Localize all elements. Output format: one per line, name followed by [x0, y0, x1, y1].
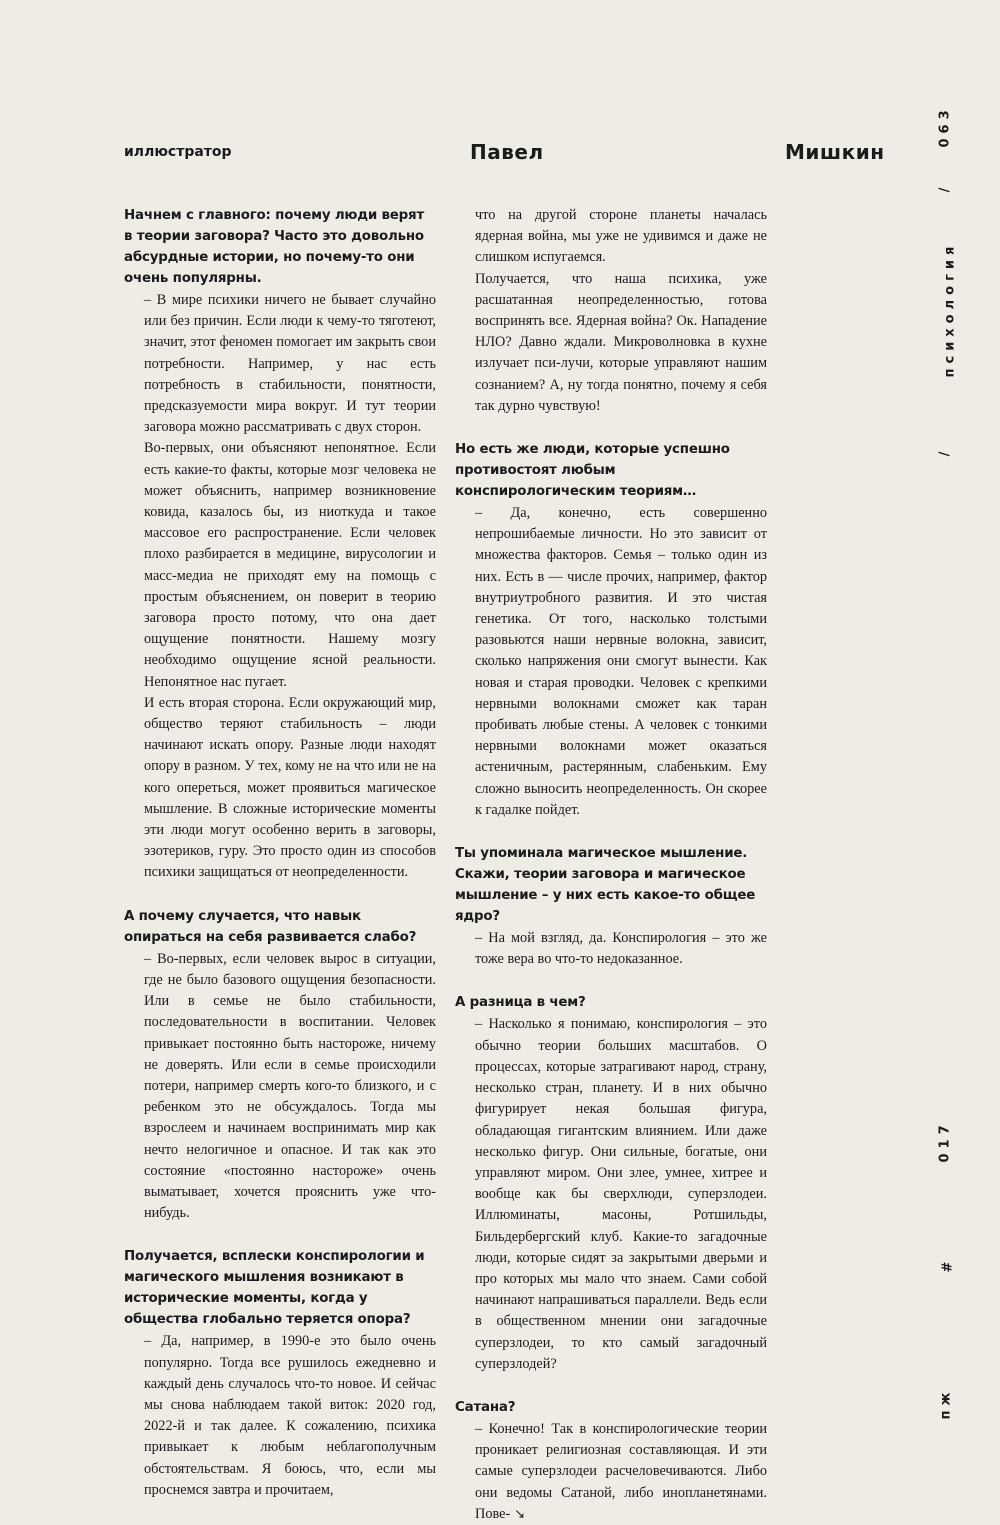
answer-paragraph: – На мой взгляд, да. Конспирология – это же тоже вера во что-то недоказанное.: [475, 930, 767, 968]
sidebar-page-number: 063: [937, 105, 953, 148]
answer-text: – Конечно! Так в конспирологические теории проникает религиозная составляющая. И эти самые суперзлодеи расчеловечиваются. Либо они ведомы Сатаной, либо инопланетянами. Пове-: [475, 1420, 767, 1522]
answer-paragraph: – Да, например, в 1990-е это было очень популярно. Тогда все рушилось ежедневно и каждый день случалось что-то новое. И сейчас мы снова наблюдаем такой виток: 2020 год, 2022-й и так далее. К сожалению, психика привыкает к любым неблагополучным обстоятельствам. Я боюсь, что, если мы проснемся завтра и прочитаем,: [144, 1333, 436, 1498]
answer-paragraph: И есть вторая сторона. Если окружающий мир, общество теряют стабильность – люди начинают искать опору. Разные люди находят опору в разном. У тех, кому не на что или не на кого опереться, может проявиться магическое мышление. В сложные исторические моменты эти люди могут особенно верить в заговоры, эзотериков, гуру. Это просто один из способов психики защищаться от неопределенности.: [144, 694, 436, 881]
question: Но есть же люди, которые успешно противостоят любым конспирологическим теориям…: [455, 442, 730, 500]
header-last-name: Мишкин: [785, 140, 885, 164]
sidebar-slash-2: /: [937, 446, 953, 457]
answer-paragraph: – Да, конечно, есть совершенно непрошибаемые личности. Но это зависит от множества факторов. Семья – только один из них. Есть в — числе прочих, например, фактор внутриутробного развития. И это чистая генетика. От того, насколько толстыми разовьются наши нервные волокна, зависит, сколько напряжения они смогут вынести. Как новая и старая проводки. Человек с крепкими нервными волокнами сможет как таран пробивать любые стены. А человек с тонкими нервными волокнами может оказаться астеничным, растерянным, слабеньким. Ему сложно выносить неопределенность. Он скорее к гадалке пойдет.: [475, 505, 767, 818]
answer-paragraph: что на другой стороне планеты началась ядерная война, мы уже не удивимся и даже не слишком испугаемся.: [475, 207, 767, 266]
right-column: [455, 205, 767, 1525]
header-first-name: Павел: [470, 140, 544, 164]
question: Получается, всплески конспирологии и магического мышления возникают в исторические моменты, когда у общества глобально теряется опора?: [124, 1249, 425, 1328]
question: Начнем с главного: почему люди верят в теории заговора? Часто это довольно абсурдные истории, но почему-то они очень популярны.: [124, 208, 425, 286]
question: Сатана?: [455, 1399, 516, 1415]
sidebar-slash: /: [937, 182, 953, 193]
answer-paragraph: [455, 1419, 767, 1525]
left-column: [124, 205, 436, 1501]
question: А почему случается, что навык опираться на себя развивается слабо?: [124, 908, 417, 945]
answer-paragraph: – В мире психики ничего не бывает случайно или без причин. Если люди к чему-то тяготеют, значит, этот феномен помогает им закрыть свои потребности. Например, у нас есть потребность в стабильности, понятности, предсказуемости мира вокруг. И тут теории заговора можно рассматривать с двух сторон.: [144, 292, 436, 436]
question: Ты упоминала магическое мышление. Скажи, теории заговора и магическое мышление – у них есть какое-то общее ядро?: [455, 846, 756, 925]
question: А разница в чем?: [455, 995, 586, 1011]
answer-paragraph: – Во-первых, если человек вырос в ситуации, где не было базового ощущения безопасности. Или в семье не было стабильности, последовательности в воспитании. Человек привыкает постоянно быть настороже, ничему не доверять. Или если в семье происходили потери, например смерть кого-то близкого, и с ребенком это не обсуждалось. Тогда мы взрослеем и начинаем воспринимать мир как нечто нелогичное и опасное. И так как это состояние «постоянно настороже» очень выматывает, хочется прояснить уже что-нибудь.: [144, 950, 436, 1222]
sidebar-magazine-name: пж: [938, 1387, 954, 1420]
answer-paragraph: Получается, что наша психика, уже расшатанная неопределенностью, готова воспринять все. Ядерная война? Ок. Нападение НЛО? Давно ждали. Микроволновка в кухне излучает пси-лучи, которые управляют нашим сознанием? А, ну тогда понятно, почему я себя так дурно чувствую!: [475, 270, 767, 414]
header-role: иллюстратор: [124, 144, 232, 160]
sidebar-hash: #: [940, 1256, 956, 1273]
sidebar-issue-number: 017: [937, 1120, 953, 1163]
continue-arrow-icon: ↘: [514, 1506, 526, 1522]
answer-paragraph: Во-первых, они объясняют непонятное. Если есть какие-то факты, которые мозг человека не может объяснить, например возникновение ковида, казалось бы, из ниоткуда и такое массовое его распространение. Если человек плохо разбирается в медицине, вирусологии и масс-медиа не приходят ему на помощь с простым объяснением, он поверит в теорию заговора просто потому, что она дает ощущение понятности. Нашему мозгу необходимо ощущение ясной реальности. Непонятное нас пугает.: [144, 440, 436, 690]
answer-paragraph: – Насколько я понимаю, конспирология – это обычно теории больших масштабов. О процессах, которые затрагивают народ, страну, несколько стран, планету. И в них обычно фигурирует некая большая фигура, обладающая гигантским влиянием. Или даже несколько фигур. Они сильные, богатые, они управляют миром. Они злее, умнее, хитрее и вообще как бы сверхлюди, суперзлодеи. Иллюминаты, масоны, Ротшильды, Бильдербергский клуб. Какие-то загадочные люди, которые сидят за закрытыми дверьми и про которых мы мало что знаем. Сами собой начинают напрашиваться параллели. Ведь если в общественном мнении они загадочные суперзлодеи, то кто самый загадочный суперзлодей?: [475, 1016, 767, 1372]
sidebar-section: психология: [942, 241, 958, 378]
